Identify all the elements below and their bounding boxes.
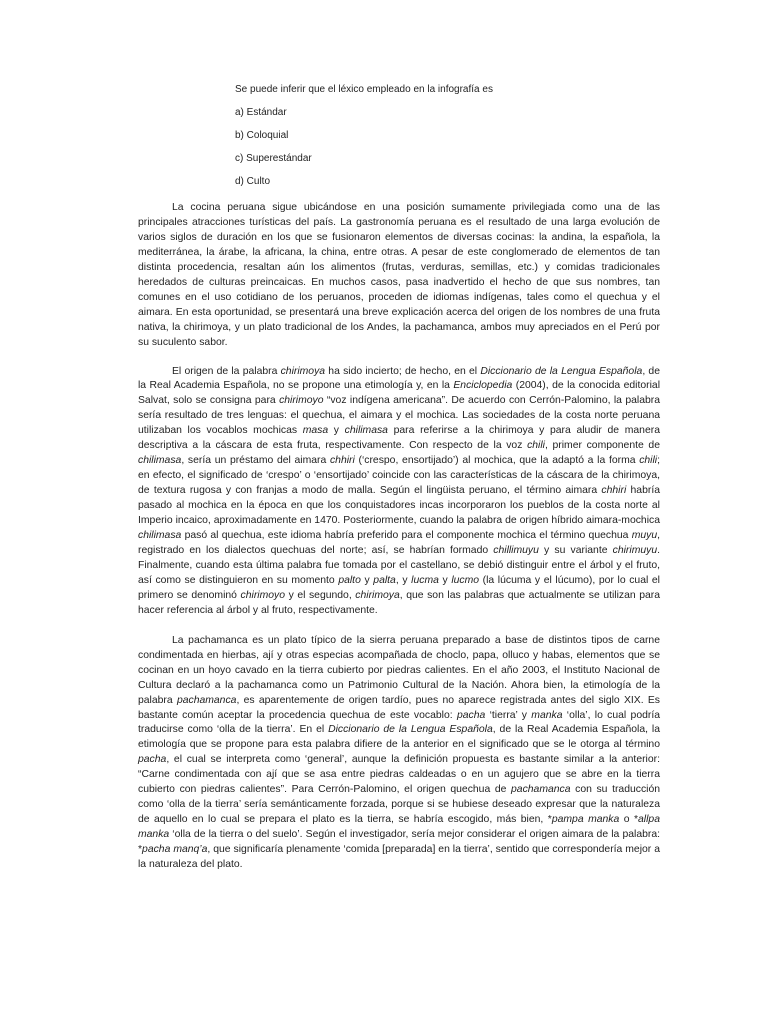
text-run: ; en efecto, el significado de ‘crespo’ o ‘ensortijado’ coincide con las características de la cáscara de la chirimoya, de textura rugosa y con franjas a modo de malla. Según el lingüista peruano, el término aimara: [138, 455, 660, 497]
text-run: . Finalmente, cuando esta última palabra fue tomada por el castellano, se debió distinguir entre el árbol y el fruto, así como se distinguieron en su momento: [138, 544, 660, 586]
option-c: c) Superestándar: [235, 153, 312, 164]
text-run: (‘crespo, ensortijado’) al mochica, que la adaptó a la forma: [354, 455, 640, 467]
text-run: y: [438, 574, 452, 586]
option-a: a) Estándar: [235, 107, 287, 118]
text-run: ‘olla’, lo cual podría traducirse como ‘olla de la tierra’. En el: [138, 709, 661, 736]
paragraph-cocina: [138, 201, 660, 351]
italic-term: chirimoyo: [240, 589, 285, 601]
text-run: pasó al quechua, este idioma habría preferido para el componente mochica el término quechua: [181, 530, 632, 542]
text-run: ‘tierra’ y: [485, 709, 532, 721]
italic-term: chirimoya: [355, 589, 400, 601]
italic-term: chhiri: [329, 455, 355, 467]
italic-term: pacha: [456, 709, 486, 721]
italic-term: pampa manka: [551, 814, 620, 826]
italic-term: palta: [373, 574, 396, 586]
italic-term: lucmo: [451, 574, 480, 586]
question-prompt: Se puede inferir que el léxico empleado en la infografía es: [235, 84, 493, 95]
text-run: , de la Real Academia Española, no se propone una etimología y, en la: [138, 365, 660, 392]
text-run: “voz indígena americana”. De acuerdo con Cerrón-Palomino, la palabra sería resultado de tres lenguas: el quechua, el aimara y el mochica. Las sociedades de la costa norte peruana utilizaban los vocablos mochicas: [138, 395, 661, 437]
italic-term: chilimasa: [138, 530, 182, 542]
text-run: El origen de la palabra: [172, 365, 281, 377]
text-run: , sería un préstamo del aimara: [181, 455, 330, 467]
italic-term: chirimoya: [280, 365, 326, 377]
italic-term: chili: [527, 440, 545, 452]
text-run: ‘olla de la tierra o del suelo’. Según el investigador, sería mejor considerar el origen aimara de la palabra: *: [138, 829, 660, 856]
paragraph-pachamanca: [138, 634, 660, 873]
text-run: y: [328, 425, 345, 437]
text-run: con su traducción como ‘olla de la tierra’ sería semánticamente forzada, porque si se hubiese deseado expresar que la naturaleza de aquello en lo cual se prepara el plato es la tierra, se habría escogido, más bien, *: [138, 784, 661, 826]
italic-term: chirimoyo: [279, 395, 324, 407]
text-run: , que son las palabras que actualmente se utilizan para hacer referencia al árbol y al fruto, respectivamente.: [138, 589, 661, 616]
text-run: (la lúcuma y el lúcumo), por lo cual el primero se denominó: [138, 574, 660, 601]
question-block: [235, 84, 493, 199]
italic-term: Diccionario de la Lengua Española: [480, 365, 643, 377]
text-run: La cocina peruana sigue ubicándose en una posición sumamente privilegiada como una de las principales atracciones turísticas del país. La gastronomía peruana es el resultado de una larga evolución de varios siglos de duración en los que se fusionaron elementos de diversas cocinas: la andina, la española, la mediterránea, la árabe, la africana, la china, entre otras. A pesar de este conglomerado de elementos de tan distinta procedencia, resaltan aún los alimentos (frutas, verduras, semillas, etc.) y comidas tradicionales heredados de culturas preincaicas. En muchos casos, pasa inadvertido el hecho de que sus nombres, tan comunes en el uso cotidiano de los peruanos, proceden de idiomas indígenas, tales como el quechua y el aimara. En esta oportunidad, se presentará una breve explicación acerca del origen de los nombres de una fruta nativa, la chirimoya, y un plato tradicional de los Andes, la pachamanca, ambos muy apreciados en el Perú por su suculento sabor.: [138, 202, 660, 348]
italic-term: manka: [531, 709, 563, 721]
italic-term: palto: [338, 574, 361, 586]
italic-term: allpa manka: [138, 814, 660, 841]
article-body: [138, 201, 660, 887]
option-d: d) Culto: [235, 176, 271, 187]
text-run: y: [360, 574, 374, 586]
text-run: , primer componente de: [544, 440, 660, 452]
italic-term: chhiri: [601, 485, 627, 497]
text-run: para referirse a la chirimoya y para aludir de manera descriptiva a la cáscara de esta fruta, respectivamente. Con respecto de la voz: [138, 425, 660, 452]
italic-term: muyu: [631, 530, 658, 542]
text-run: La pachamanca es un plato típico de la sierra peruana preparado a base de distintos tipos de carne condimentada en hierbas, ají y otras especias acompañada de choclo, papa, olluco y habas, elementos que se cocinan en un hoyo cavado en la tierra cubierto por piedras calientes. En el año 2003, el Instituto Nacional de Cultura declaró a la pachamanca como un Patrimonio Cultural de la Nación. Ahora bien, la etimología de la palabra: [138, 634, 660, 706]
text-run: y el segundo,: [285, 589, 356, 601]
text-run: , es aparentemente de origen tardío, pues no aparece registrada antes del siglo XIX. Es bastante común aceptar la procedencia quechua de este vocablo:: [138, 694, 660, 721]
text-run: , registrado en los dialectos quechuas del norte; así, se habrían formado: [138, 530, 660, 556]
italic-term: chilimasa: [138, 455, 182, 467]
italic-term: chilimasa: [344, 425, 388, 437]
option-b: b) Coloquial: [235, 130, 289, 141]
text-run: , de la Real Academia Española, la etimología que se propone para esta palabra difiere de la anterior en el significado que se le otorga al término: [138, 724, 661, 751]
text-run: ha sido incierto; de hecho, en el: [325, 365, 481, 377]
text-run: o *: [619, 814, 639, 826]
italic-term: pacha: [138, 754, 167, 766]
italic-term: chirimuyu: [612, 544, 658, 556]
italic-term: lucma: [411, 574, 439, 586]
italic-term: chillimuyu: [493, 544, 539, 556]
text-run: , que significaría plenamente ‘comida [preparada] en la tierra’, sentido que correspondería mejor a la naturaleza del plato.: [138, 844, 660, 871]
italic-term: pacha manq’a: [142, 844, 208, 856]
paragraph-chirimoya: [138, 365, 660, 619]
text-run: y su variante: [538, 544, 613, 556]
italic-term: pachamanca: [176, 694, 237, 706]
italic-term: chili: [639, 455, 658, 467]
italic-term: masa: [302, 425, 329, 437]
italic-term: Diccionario de la Lengua Española: [328, 724, 493, 736]
text-run: , el cual se interpreta como ‘general’, aunque la definición propuesta es bastante similar a la anterior: “Carne condimentada con ají que se asa entre piedras caldeadas o en un agujero que se abre en la tierra cubierto con piedras calientes”. Para Cerrón-Palomino, el origen quechua de: [138, 754, 660, 796]
italic-term: pachamanca: [511, 784, 571, 796]
text-run: habría pasado al mochica en la época en que los conquistadores incas incorporaron los pueblos de la costa norte al Imperio incaico, aproximadamente en 1470. Posteriormente, cuando la palabra de origen híbrido aimara-mochica: [138, 485, 660, 527]
text-run: (2004), de la conocida editorial Salvat, solo se consigna para: [138, 380, 660, 407]
italic-term: Enciclopedia: [453, 380, 513, 392]
text-run: , y: [395, 574, 412, 586]
